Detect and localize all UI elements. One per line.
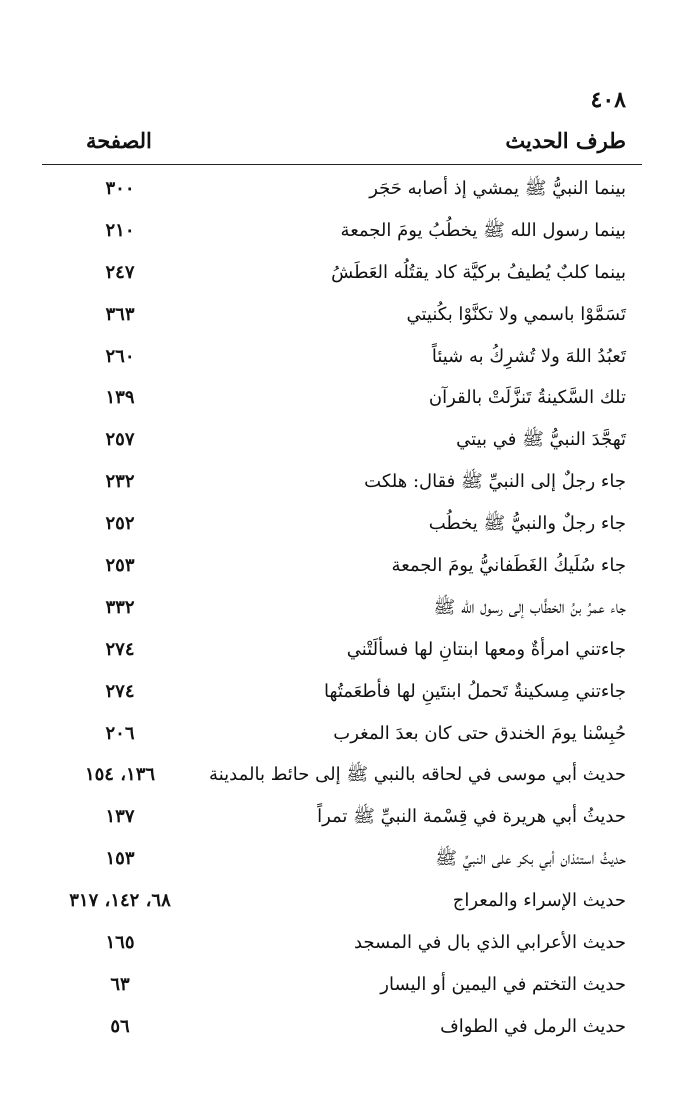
hadith-text: حديثُ أبي هريرة في قِسْمة النبيِّ ﷺ تمراً <box>317 806 626 828</box>
hadith-text: تَعبُدُ اللهَ ولا تُشرِكُ به شيئاً <box>431 345 626 367</box>
page-reference: ٣٦٣ <box>105 303 135 325</box>
hadith-text: بينما رسول الله ﷺ يخطُبُ يومَ الجمعة <box>340 219 626 241</box>
page-reference: ١٣٧ <box>105 806 135 828</box>
index-entry <box>60 294 626 336</box>
hadith-text: بينما كلبٌ يُطيفُ بركيَّة كاد يقتُلُه العَطَشُ <box>331 261 626 283</box>
hadith-text: جاءتني امرأةٌ ومعها ابنتانِ لها فسألَتْني <box>346 638 626 660</box>
index-entry <box>60 587 626 629</box>
index-entry <box>60 503 626 545</box>
index-entry <box>60 377 626 419</box>
index-entry <box>60 419 626 461</box>
index-entry <box>60 629 626 671</box>
hadith-text: حديث الأعرابي الذي بال في المسجد <box>353 932 626 954</box>
page-reference: ٦٣ <box>110 973 130 995</box>
page-reference: ٢٥٣ <box>105 555 135 577</box>
index-entry <box>60 713 626 755</box>
hadith-text: حديث الإسراء والمعراج <box>452 890 626 912</box>
index-entry <box>60 964 626 1006</box>
hadith-text: حديثُ استئذان أبي بكر على النبيِّ ﷺ <box>435 848 626 870</box>
hadith-text: بينما النبيُّ ﷺ يمشي إذ أصابه حَجَر <box>369 178 626 199</box>
page-reference: ٢٧٤ <box>105 680 135 702</box>
page-reference: ٢٤٧ <box>105 261 135 283</box>
page-reference: ٢٣٢ <box>105 471 135 493</box>
index-entry <box>60 252 626 294</box>
index-entry <box>60 1006 626 1048</box>
hadith-text: تلك السَّكينةُ تَنزَّلَتْ بالقرآن <box>428 387 626 409</box>
page-reference: ١٣٦، ١٥٤ <box>84 764 156 786</box>
hadith-text: تَهجَّدَ النبيُّ ﷺ في بيتي <box>456 429 626 451</box>
hadith-text: تَسَمَّوْا باسمي ولا تكنَّوْا بكُنيتي <box>406 303 626 325</box>
index-entry <box>60 461 626 503</box>
page-reference: ٥٦ <box>110 1015 130 1037</box>
page-reference: ٢٠٦ <box>105 722 135 744</box>
index-entry <box>60 336 626 378</box>
hadith-text: حُبِسْنا يومَ الخندق حتى كان بعدَ المغرب <box>333 722 626 744</box>
page-reference: ٢٦٠ <box>105 345 135 367</box>
index-entries <box>60 168 626 1048</box>
hadith-text: حديث الرمل في الطواف <box>440 1015 626 1037</box>
page-reference: ٢٥٧ <box>105 429 135 451</box>
page-reference: ٣٣٢ <box>105 596 135 618</box>
page-reference: ١٦٥ <box>105 932 135 954</box>
page-reference: ٢١٠ <box>105 219 135 241</box>
page-column-header: الصفحة <box>86 128 152 153</box>
index-entry <box>60 838 626 880</box>
hadith-column-header: طرف الحديث <box>505 128 626 153</box>
index-header <box>60 124 626 160</box>
hadith-text: جاء رجلٌ إلى النبيِّ ﷺ فقال: هلكت <box>364 471 626 493</box>
page-reference: ٣٠٠ <box>105 178 135 199</box>
hadith-text: حديث التختم في اليمين أو اليسار <box>380 973 626 995</box>
index-entry <box>60 880 626 922</box>
page-reference: ٢٥٢ <box>105 513 135 535</box>
hadith-text: جاء سُلَيكُ الغَطَفانيُّ يومَ الجمعة <box>391 555 626 577</box>
page-reference: ١٣٩ <box>105 387 135 409</box>
page-reference: ٢٧٤ <box>105 638 135 660</box>
index-entry <box>60 796 626 838</box>
page-number: ٤٠٨ <box>590 87 626 113</box>
page-reference: ٦٨، ١٤٢، ٣١٧ <box>69 890 171 912</box>
index-entry <box>60 922 626 964</box>
hadith-text: جاء رجلٌ والنبيُّ ﷺ يخطُب <box>428 513 626 535</box>
page-reference: ١٥٣ <box>105 848 135 870</box>
hadith-text: جاءتني مِسكينةٌ تَحملُ ابنتَينِ لها فأطعَمتُها <box>324 680 626 702</box>
hadith-text: حديث أبي موسى في لحاقه بالنبي ﷺ إلى حائط بالمدينة <box>209 764 626 786</box>
header-divider <box>42 164 642 165</box>
index-entry <box>60 210 626 252</box>
hadith-text: جاء عمرُ بنُ الخطَّاب إلى رسول الله ﷺ <box>433 596 626 618</box>
index-entry <box>60 168 626 210</box>
index-entry <box>60 545 626 587</box>
index-entry <box>60 754 626 796</box>
index-entry <box>60 671 626 713</box>
